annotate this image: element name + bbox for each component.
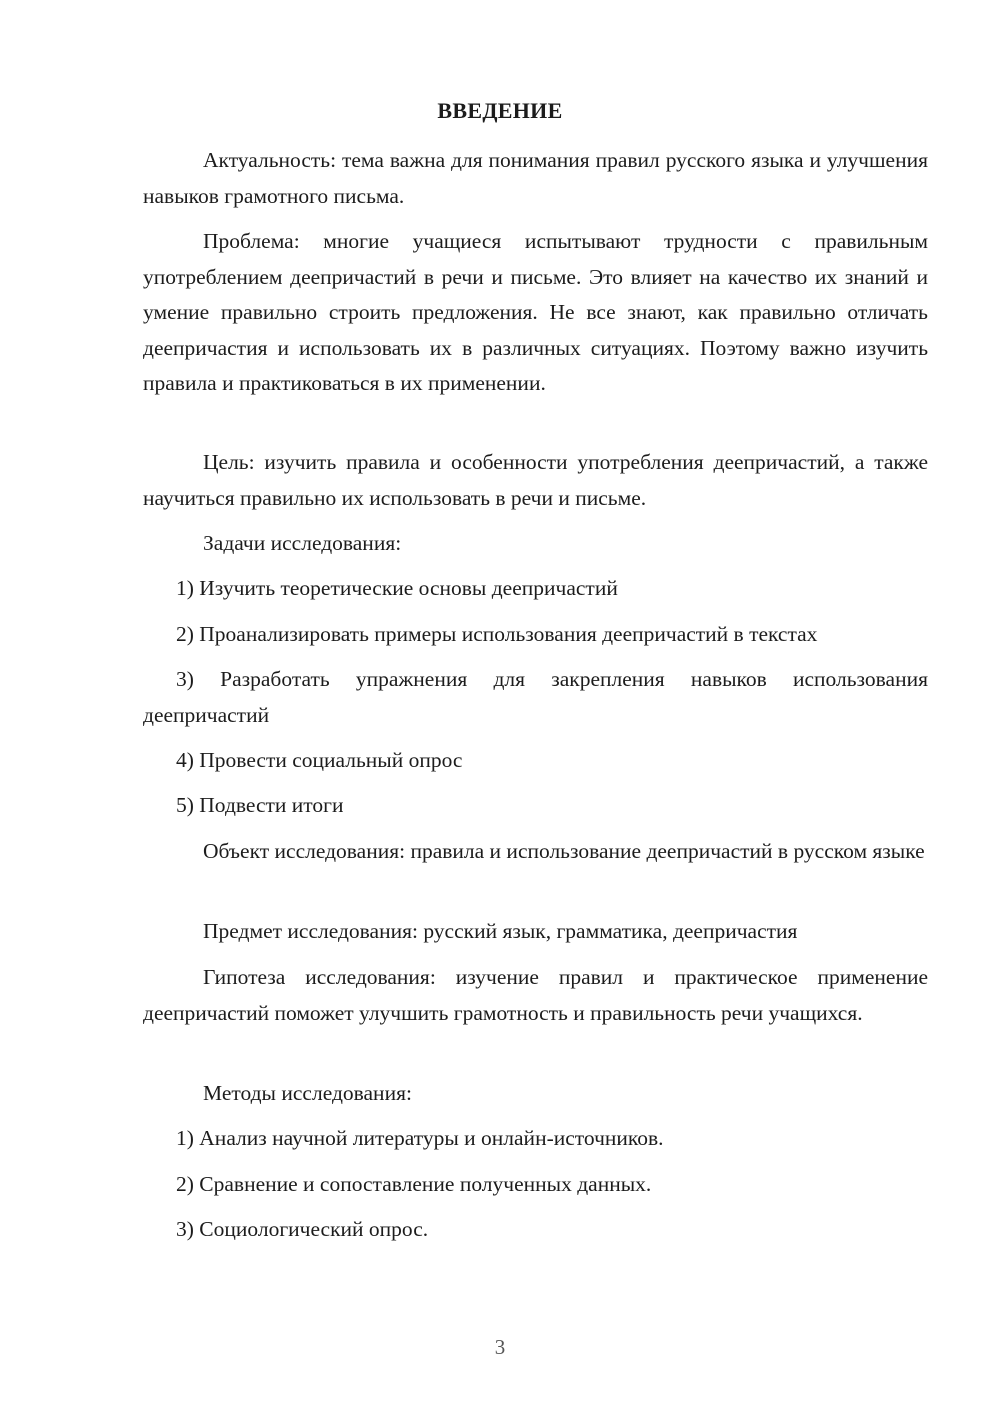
paragraph-goal: Цель: изучить правила и особенности употребления деепричастий, а также научиться правильно их использовать в речи и письме.	[143, 450, 928, 510]
paragraph-object: Объект исследования: правила и использование деепричастий в русском языке	[203, 839, 925, 863]
page-number: 3	[494, 1335, 506, 1359]
task-item-3: 3) Разработать упражнения для закрепления навыков использования деепричастий	[143, 667, 928, 727]
methods-title: Методы исследования:	[203, 1081, 412, 1105]
task-item-5: 5) Подвести итоги	[176, 793, 344, 817]
section-heading: ВВЕДЕНИЕ	[437, 98, 563, 123]
task-item-4: 4) Провести социальный опрос	[176, 748, 463, 772]
tasks-title: Задачи исследования:	[203, 531, 402, 555]
paragraph-subject: Предмет исследования: русский язык, грамматика, деепричастия	[203, 919, 798, 943]
method-item-2: 2) Сравнение и сопоставление полученных данных.	[176, 1172, 652, 1196]
paragraph-hypothesis: Гипотеза исследования: изучение правил и практическое применение деепричастий поможет улучшить грамотность и правильность речи учащихся.	[143, 965, 928, 1025]
task-item-2: 2) Проанализировать примеры использования деепричастий в текстах	[176, 622, 818, 646]
paragraph-problem: Проблема: многие учащиеся испытывают трудности с правильным употреблением деепричастий в речи и письме. Это влияет на качество их знаний и умение правильно строить предложения. Не все знают, как правильно отличать деепричастия и использовать их в различных ситуациях. Поэтому важно изучить правила и практиковаться в их применении.	[143, 229, 928, 395]
method-item-1: 1) Анализ научной литературы и онлайн-источников.	[176, 1126, 664, 1150]
paragraph-relevance: Актуальность: тема важна для понимания правил русского языка и улучшения навыков грамотного письма.	[143, 148, 928, 208]
task-item-1: 1) Изучить теоретические основы деепричастий	[176, 576, 618, 600]
method-item-3: 3) Социологический опрос.	[176, 1217, 429, 1241]
